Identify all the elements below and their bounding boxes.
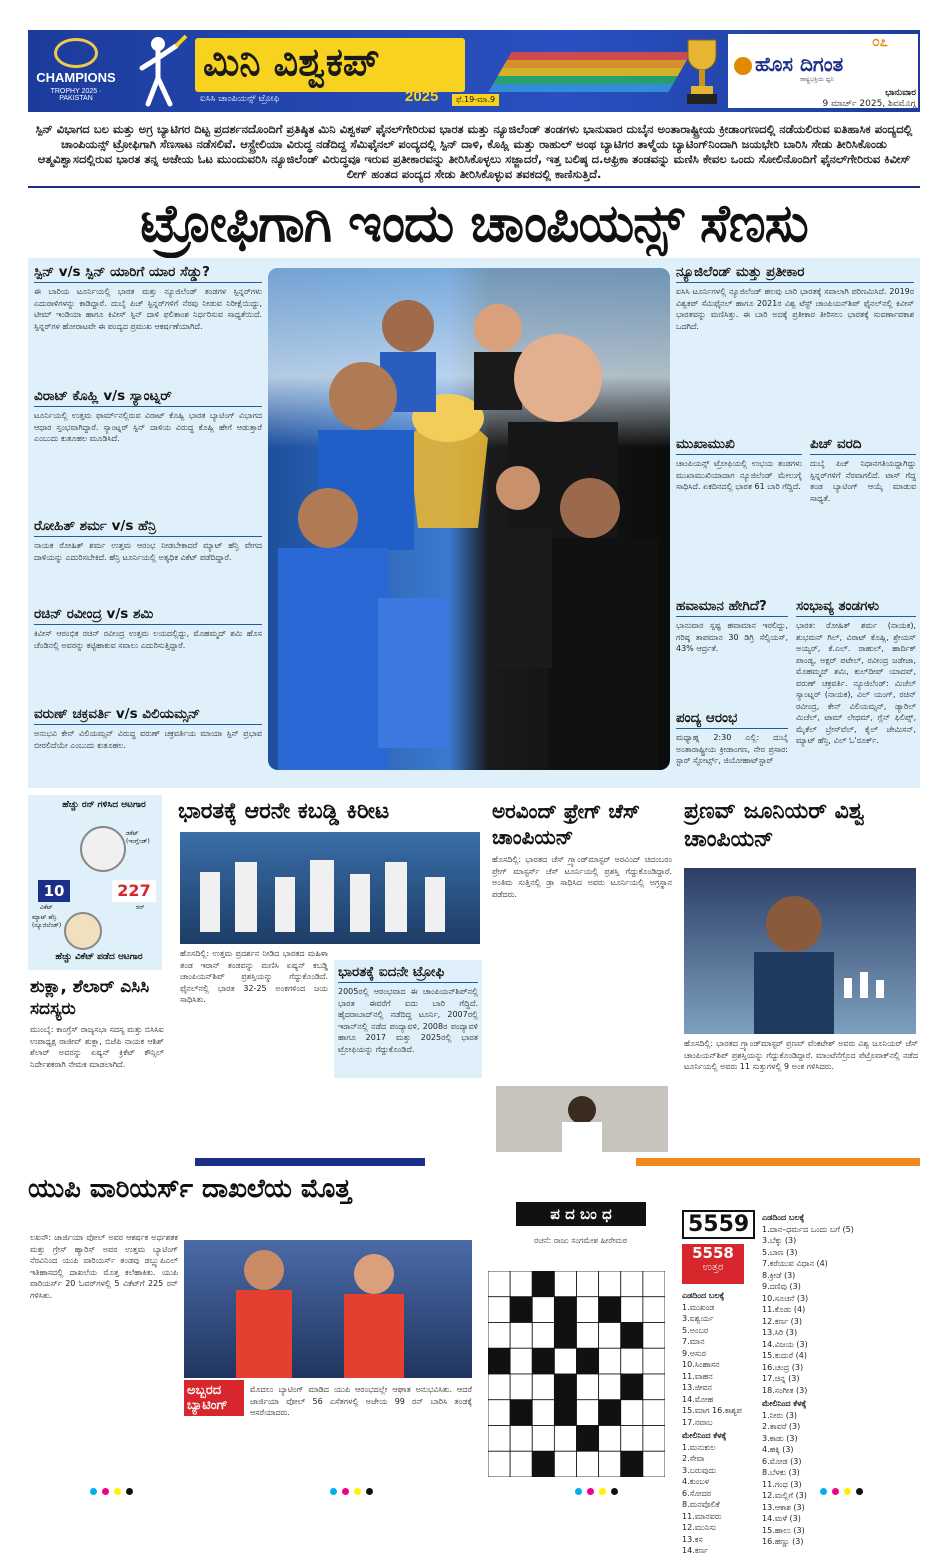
across-clue: 10.ಸಿಂಹಾಸನ <box>682 1360 720 1369</box>
logo-subtext: TROPHY 2025 · PAKISTAN <box>50 88 102 102</box>
down-clue: 8.ಮನವೊಲಿಕೆ <box>682 1500 720 1509</box>
date-place: 9 ಮಾರ್ಚ್‌ 2025, ಶಿವಮೊಗ್ಗ <box>822 99 916 109</box>
across-clue: 1.ದಾನ–ಧರ್ಮದ ಒಂದು ಬಗೆ (5) <box>762 1224 854 1234</box>
story-body: ಐಸಿಸಿ ಟೂರ್ನಿಗಳಲ್ಲಿ ನ್ಯೂಜಿಲೆಂಡ್ ಹಲವು ಬಾರಿ ಭಾರತಕ್ಕೆ ಸವಾಲಾಗಿ ಪರಿಣಮಿಸಿದೆ. 2019ರ ವಿಶ್ವಕಪ್ ಸೆಮಿಫೈನಲ್ ಹಾಗೂ 2021ರ ವಿಶ್ವ ಟೆಸ್ಟ್ ಚಾಂಪಿಯನ್‌ಶಿಪ್ ಫೈನಲ್‌ನಲ್ಲಿ ಕಿವೀಸ್ ಭಾರತವನ್ನು ಮಣಿಸಿತ್ತು. ಈ ಬಾರಿ ಅದಕ್ಕೆ ಪ್ರತೀಕಾರ ತೀರಿಸಲು ಭಾರತಕ್ಕೆ ಸುವರ್ಣಾವಕಾಶ ಒದಗಿದೆ. <box>676 287 914 331</box>
top-wickets-title: ಹೆಚ್ಚು ವಿಕೆಟ್ ಪಡೆದ ಆಟಗಾರ <box>55 952 143 962</box>
crossword-cell[interactable] <box>554 1451 576 1477</box>
story-pitch <box>810 436 916 598</box>
crossword-block <box>599 1400 621 1426</box>
crossword-cell[interactable] <box>577 1374 599 1400</box>
story-body: ಹೊಸದಿಲ್ಲಿ: ಭಾರತದ ಚೆಸ್ ಗ್ರ್ಯಾಂಡ್‌ಮಾಸ್ಟರ್ ಅರವಿಂದ್ ಚಿದಂಬರಂ ಪ್ರೇಗ್ ಮಾಸ್ಟರ್ಸ್ ಚೆಸ್ ಟೂರ್ನಿಯಲ್ಲಿ ಪ್ರಶಸ್ತಿ ಗೆದ್ದುಕೊಂಡಿದ್ದಾರೆ. ಅಂತಿಮ ಸುತ್ತಿನಲ್ಲಿ ಡ್ರಾ ಸಾಧಿಸಿದ ಅವರು ಟೂರ್ನಿಯಲ್ಲಿ ಅಗ್ರಸ್ಥಾನ ಪಡೆದರು. <box>492 855 672 899</box>
story-title: ಹವಾಮಾನ ಹೇಗಿದೆ? <box>676 598 788 617</box>
crossword-cell[interactable] <box>643 1400 665 1426</box>
crossword-block <box>621 1451 643 1477</box>
down-clue: 2.ತಾವರೆ (3) <box>762 1422 801 1431</box>
story-body: ಹೊಸದಿಲ್ಲಿ: ಉತ್ತಮ ಪ್ರದರ್ಶನ ನೀಡಿದ ಭಾರತದ ಮಹಿಳಾ ತಂಡ ಇರಾನ್ ತಂಡವನ್ನು ಮಣಿಸಿ ಏಷ್ಯನ್ ಕಬಡ್ಡಿ ಚಾಂಪಿಯನ್‌ಶಿಪ್ ಪ್ರಶಸ್ತಿಯನ್ನು ಗೆದ್ದುಕೊಂಡಿದೆ. ಫೈನಲ್‌ನಲ್ಲಿ ಭಾರತ 32-25 ಅಂಕಗಳಿಂದ ಜಯ ಸಾಧಿಸಿತು. <box>180 949 328 1004</box>
story-title: ರಚಿನ್ ರವೀಂದ್ರ v/s ಶಮಿ <box>34 606 262 625</box>
story-body: ಈ ಬಾರಿಯ ಟೂರ್ನಿಯಲ್ಲಿ ಭಾರತ ಮತ್ತು ನ್ಯೂಜಿಲೆಂಡ್ ತಂಡಗಳ ಸ್ಪಿನ್ನರ್‌ಗಳು ಎದುರಾಳಿಗಳನ್ನು ಕಾಡಿದ್ದಾರೆ. ದುಬೈ ಪಿಚ್ ಸ್ಪಿನ್ನರ್‌ಗಳಿಗೆ ನೆರವು ನೀಡುವ ನಿರೀಕ್ಷೆಯಿದ್ದು, ಟೀಮ್ ಇಂಡಿಯಾ ಹಾಗೂ ಕಿವೀಸ್ ಸ್ಪಿನ್ ದಾಳಿ ಫಲಿತಾಂಶ ನಿರ್ಧರಿಸುವ ಸಾಧ್ಯತೆಯಿದೆ. ಸ್ಪಿನ್ನರ್‌ಗಳ ಹೋರಾಟವೇ ಈ ಪಂದ್ಯದ ಪ್ರಮುಖ ಆಕರ್ಷಣೆಯಾಗಿದೆ. <box>34 287 262 331</box>
brand-tagline: ರಾಷ್ಟ್ರಭಕ್ತಿಯ ಧ್ವನಿ <box>800 76 835 83</box>
story-body: ಕಿವೀಸ್ ಆರಂಭಿಕ ರಚಿನ್ ರವೀಂದ್ರ ಉತ್ತಮ ಲಯದಲ್ಲಿದ್ದು, ಮೊಹಮ್ಮದ್ ಶಮಿ ಹೊಸ ಚೆಂಡಿನಲ್ಲಿ ಅವರನ್ನು ಕಟ್ಟಿಹಾಕುವ ಸವಾಲು ಎದುರಿಸುತ್ತಿದ್ದಾರೆ. <box>34 629 262 650</box>
down-clue: 4.ಕುಂಬಳ <box>682 1477 710 1486</box>
story-body: ನಾಯಕ ರೋಹಿತ್ ಶರ್ಮ ಉತ್ತಮ ಆರಂಭ ನೀಡಬೇಕಾದರೆ ಮ್ಯಾಟ್ ಹೆನ್ರಿ ವೇಗದ ದಾಳಿಯನ್ನು ಎದುರಿಸಬೇಕಿದೆ. ಹೆನ್ರಿ ಟೂರ್ನಿಯಲ್ಲಿ ಅತ್ಯಧಿಕ ವಿಕೆಟ್ ಪಡೆದಿದ್ದಾರೆ. <box>34 541 262 562</box>
down-clue: 4.ಹಕ್ಕಿ (3) <box>762 1445 794 1454</box>
crossword-cell[interactable] <box>599 1426 621 1452</box>
down-clue: 12.ಮುನಿಸು <box>682 1523 717 1532</box>
story-title: ಸ್ಪಿನ್ v/s ಸ್ಪಿನ್ ಯಾರಿಗೆ ಯಾರ ಸೆಡ್ಡು? <box>34 264 262 283</box>
across-clue: 14.ವಿಜಯ (3) <box>762 1339 808 1349</box>
down-clue: 6.ಮೋಡ (3) <box>762 1456 802 1466</box>
crossword-grid[interactable] <box>488 1271 665 1477</box>
down-clue: 11.ಗಂಧ (3) <box>762 1479 802 1489</box>
crossword-block <box>621 1374 643 1400</box>
crossword-cell[interactable] <box>643 1348 665 1374</box>
across-clue: 14.ಮೋಹ <box>682 1394 714 1404</box>
decorative-stripes <box>488 52 691 92</box>
crossword-cell[interactable] <box>488 1323 510 1349</box>
crossword-cell[interactable] <box>510 1323 532 1349</box>
story-body: ಭಾರತ: ರೋಹಿತ್ ಶರ್ಮ (ನಾಯಕ), ಶುಭಮನ್ ಗಿಲ್, ವಿರಾಟ್ ಕೊಹ್ಲಿ, ಶ್ರೇಯಸ್ ಅಯ್ಯರ್, ಕೆ.ಎಲ್. ರಾಹುಲ್, ಹಾರ್ದಿಕ್ ಪಾಂಡ್ಯ, ಅಕ್ಷರ್ ಪಟೇಲ್, ರವೀಂದ್ರ ಜಡೇಜಾ, ಮೊಹಮ್ಮದ್ ಶಮಿ, ಕುಲ್‌ದೀಪ್ ಯಾದವ್, ವರುಣ್ ಚಕ್ರವರ್ತಿ. ನ್ಯೂಜಿಲೆಂಡ್: ಮಿಚೆಲ್ ಸ್ಯಾಂಟ್ನರ್ (ನಾಯಕ), ವಿಲ್ ಯಂಗ್, ರಚಿನ್ ರವೀಂದ್ರ, ಕೇನ್ ವಿಲಿಯಮ್ಸನ್, ಡ್ಯಾರಿಲ್ ಮಿಚೆಲ್, ಟಾಮ್ ಲೇಥಮ್, ಗ್ಲೆನ್ ಫಿಲಿಪ್ಸ್, ಮೈಕೆಲ್ ಬ್ರೇಸ್‌ವೆಲ್, ಕೈಲ್ ಜೇಮಿಸನ್, ಮ್ಯಾಟ್ ಹೆನ್ರಿ, ವಿಲ್ ಓ'ರೂರ್ಕ್. <box>796 621 916 745</box>
crossword-cell[interactable] <box>532 1297 554 1323</box>
story-match-start <box>676 710 788 788</box>
crossword-cell[interactable] <box>488 1271 510 1297</box>
crossword-cell[interactable] <box>621 1297 643 1323</box>
crossword-block <box>532 1271 554 1297</box>
down-clue: 14.ಮಳೆ (3) <box>762 1514 801 1523</box>
across-clue: 3.ಬೆಕ್ಕು (3) <box>762 1236 797 1245</box>
hero-players-image <box>268 268 670 770</box>
crossword-block <box>532 1348 554 1374</box>
down-clue: 1.ಮನುಕುಲ <box>682 1442 716 1452</box>
crossword-cell[interactable] <box>577 1400 599 1426</box>
across-clue: 18.ಸಂಗೀತ (3) <box>762 1385 808 1395</box>
wickets-count: 10 <box>38 880 70 902</box>
story-title: ವಿರಾಟ್ ಕೊಹ್ಲಿ v/s ಸ್ಯಾಂಟ್ನರ್ <box>34 388 262 407</box>
crossword-cell[interactable] <box>621 1271 643 1297</box>
story-body: ದುಬೈ ಪಿಚ್ ನಿಧಾನಗತಿಯದ್ದಾಗಿದ್ದು ಸ್ಪಿನ್ನರ್‌ಗಳಿಗೆ ನೆರವಾಗಲಿದೆ. ಟಾಸ್ ಗೆದ್ದ ತಂಡ ಬ್ಯಾಟಿಂಗ್ ಆಯ್ಕೆ ಮಾಡುವ ಸಾಧ್ಯತೆ. <box>810 459 916 503</box>
across-clue: 9.ಅಸುರ <box>682 1348 706 1358</box>
divider <box>28 186 920 188</box>
across-clue: 15.ಮಾಗ 16.ಕಾಶ್ಯಪ <box>682 1406 742 1415</box>
story-squads <box>796 598 916 792</box>
across-clue: 3.ಐಶ್ವರ್ಯ <box>682 1314 714 1323</box>
story-kabaddi-fifth <box>334 960 482 1078</box>
across-clue: 13.ಜೀವನ <box>682 1383 712 1392</box>
runs-count: 227 <box>112 880 156 902</box>
wickets-label: ವಿಕೆಟ್ <box>40 904 53 911</box>
crossword-block <box>532 1451 554 1477</box>
print-marks <box>90 1480 133 1499</box>
across-clue: 1.ಮುಖಂಡ <box>682 1302 715 1312</box>
across-clue: 13.ಸಿರಿ (3) <box>762 1328 798 1337</box>
color-bar <box>636 1158 920 1166</box>
story-up-warriors <box>28 1172 478 1206</box>
up-warriors-photo <box>184 1240 472 1378</box>
print-marks <box>330 1480 373 1499</box>
top-wickets-player: ಮ್ಯಾಟ್ ಹೆನ್ರಿ (ನ್ಯೂಜಿಲೆಂಡ್) <box>32 914 62 929</box>
crossword-cell[interactable] <box>599 1271 621 1297</box>
across-clue: 17.ನವಾಬ <box>682 1417 713 1427</box>
page-number: ೦೭ <box>872 34 888 50</box>
crossword-cell[interactable] <box>532 1426 554 1452</box>
story-body: ಭಾನುವಾರ ಸ್ಪಷ್ಟ ಹವಾಮಾನ ಇರಲಿದ್ದು, ಗರಿಷ್ಠ ತಾಪಮಾನ 30 ಡಿಗ್ರಿ ಸೆಲ್ಸಿಯಸ್, 43% ಆರ್ದ್ರತೆ. <box>676 621 788 653</box>
down-clue: 1.ನೀರು (3) <box>762 1410 798 1420</box>
down-clue: 15.ಹಾಲು (3) <box>762 1525 805 1535</box>
crossword-cell[interactable] <box>510 1426 532 1452</box>
crossword-cell[interactable] <box>554 1426 576 1452</box>
crossword-cell[interactable] <box>621 1400 643 1426</box>
story-shukla <box>30 976 164 1144</box>
crossword-block <box>510 1297 532 1323</box>
down-clue: 3.ಬರುವುದು <box>682 1465 717 1475</box>
across-clue: 5.ಅಂಬರ <box>682 1325 709 1335</box>
crossword-cell[interactable] <box>532 1400 554 1426</box>
story-varun <box>34 706 262 788</box>
crossword-cell[interactable] <box>577 1323 599 1349</box>
crossword-block <box>577 1348 599 1374</box>
down-clue: 12.ಮಲ್ಲಿಗೆ (3) <box>762 1491 807 1500</box>
crossword-block <box>621 1323 643 1349</box>
trophy-icon <box>682 34 722 108</box>
crossword-block <box>577 1426 599 1452</box>
story-kohli <box>34 388 262 508</box>
brand-name: ಹೊಸ ದಿಗಂತ <box>755 52 844 76</box>
crossword-cell[interactable] <box>577 1297 599 1323</box>
sun-logo-icon <box>734 57 752 75</box>
across-clue: 10.ಸೂಚನೆ (3) <box>762 1293 809 1303</box>
player-avatar <box>64 912 102 950</box>
logo-text: CHAMPIONS <box>36 70 116 85</box>
story-weather <box>676 598 788 714</box>
crossword-cell[interactable] <box>488 1400 510 1426</box>
crossword-cell[interactable] <box>599 1451 621 1477</box>
story-title: ಪ್ರಣವ್ ಜೂನಿಯರ್ ವಿಶ್ವ ಚಾಂಪಿಯನ್ <box>684 799 865 852</box>
story-title: ನ್ಯೂಜಿಲೆಂಡ್ ಮತ್ತು ಪ್ರತೀಕಾರ <box>676 264 914 283</box>
down-clue: 2.ಸೇವಾ <box>682 1454 705 1463</box>
crossword-cell[interactable] <box>488 1426 510 1452</box>
crossword-cell[interactable] <box>488 1451 510 1477</box>
down-clue: 13.ಕಸ <box>682 1534 703 1544</box>
crossword-cell[interactable] <box>643 1271 665 1297</box>
down-clue: 16.ಹಣ್ಣು (3) <box>762 1537 804 1546</box>
across-clue: 8.ಕ್ರೀಡೆ (3) <box>762 1270 796 1280</box>
story-rohit <box>34 518 262 608</box>
main-headline: ಟ್ರೋಫಿಗಾಗಿ ಇಂದು ಚಾಂಪಿಯನ್ಸ್ ಸೆಣಸು <box>140 194 808 254</box>
crossword-cell[interactable] <box>621 1426 643 1452</box>
story-h2h <box>676 436 802 598</box>
crossword-cell[interactable] <box>621 1348 643 1374</box>
highlight-badge: ಅಬ್ಬರದ ಬ್ಯಾಟಿಂಗ್ <box>184 1380 244 1416</box>
story-title: ಪಂದ್ಯ ಆರಂಭ <box>676 710 788 729</box>
story-body: ಲಖನೌ: ಜಾರ್ಜಿಯಾ ವೋಲ್ ಅವರ ಆಕರ್ಷಕ ಅರ್ಧಶತಕ ಮತ್ತು ಗ್ರೇಸ್ ಹ್ಯಾರಿಸ್ ಅವರ ಉತ್ತಮ ಬ್ಯಾಟಿಂಗ್ ನೆರವಿನಿಂದ ಯುಪಿ ವಾರಿಯರ್ಸ್ ತಂಡವು ಡಬ್ಲ್ಯುಪಿಎಲ್ ಇತಿಹಾಸದಲ್ಲಿ ದಾಖಲೆಯ ಮೊತ್ತ ಕಲೆಹಾಕಿತು. ಯುಪಿ ವಾರಿಯರ್ಸ್ 20 ಓವರ್‌ಗಳಲ್ಲಿ 5 ವಿಕೆಟ್‌ಗೆ 225 ರನ್ ಗಳಿಸಿತು. <box>30 1233 178 1300</box>
across-clue: 15.ಕುದುರೆ (4) <box>762 1351 808 1360</box>
story-pranav <box>684 798 918 854</box>
crossword-cell[interactable] <box>577 1451 599 1477</box>
crossword-cell[interactable] <box>643 1451 665 1477</box>
photo-caption: ಮೊದಲು ಬ್ಯಾಟಿಂಗ್ ಮಾಡಿದ ಯುಪಿ ಆರಂಭದಲ್ಲೇ ಆಘಾತ ಅನುಭವಿಸಿತು. ಆದರೆ ಜಾರ್ಜಿಯಾ ವೋಲ್ 56 ಎಸೆತಗಳಲ್ಲಿ ಅಜೇಯ 99 ರನ್ ಬಾರಿಸಿ ತಂಡಕ್ಕೆ ಆಸರೆಯಾದರು. <box>250 1385 472 1417</box>
previous-number: 5558 <box>692 1244 734 1262</box>
crossword-block <box>554 1297 576 1323</box>
down-clue: 11.ಮಾನವರು <box>682 1511 722 1521</box>
player-avatar <box>80 826 126 872</box>
across-clue: 12.ಕರ್ಣ (3) <box>762 1316 803 1326</box>
champions-trophy-logo <box>36 36 116 106</box>
puzzle-author: ರಚನೆ: ರಾಜು ಸಂಗಮೇಶ ಹೀರೇಮಠ <box>534 1236 627 1245</box>
down-clue: 13.ಆಕಾಶ (3) <box>762 1502 805 1512</box>
across-clue: 16.ಚಂದ್ರ (3) <box>762 1362 804 1372</box>
previous-answer-box <box>682 1244 744 1284</box>
story-body: ಅನುಭವಿ ಕೇನ್ ವಿಲಿಯಮ್ಸನ್ ವಿರುದ್ಧ ವರುಣ್ ಚಕ್ರವರ್ತಿಯ ಮಾಯಾ ಸ್ಪಿನ್ ಪ್ರಭಾವ ಬೀರಲಿದೆಯೇ ಎಂಬುದು ಕುತೂಹಲ. <box>34 729 262 750</box>
down-clue: 14.ಕರ್ಣ <box>682 1546 709 1555</box>
print-marks <box>820 1480 863 1499</box>
kabaddi-photo <box>180 832 480 944</box>
crossword-block <box>554 1374 576 1400</box>
across-clue: 9.ದಣಿವು (3) <box>762 1282 801 1291</box>
day: ಭಾನುವಾರ <box>885 88 916 98</box>
crossword-cell[interactable] <box>532 1323 554 1349</box>
banner-year: 2025 <box>405 88 439 105</box>
crossword-block <box>488 1348 510 1374</box>
across-clue: 7.ಕರೆಯುವ ವಿಧಾನ (4) <box>762 1259 828 1268</box>
story-title: ಸಂಭಾವ್ಯ ತಂಡಗಳು <box>796 598 916 617</box>
crossword-cell[interactable] <box>488 1297 510 1323</box>
across-clue: 11.ವಾಹನ <box>682 1371 713 1381</box>
clues-heading: ಎಡದಿಂದ ಬಲಕ್ಕೆ <box>682 1291 725 1300</box>
down-clue: 8.ಬೆಳಕು (3) <box>762 1468 800 1477</box>
down-clue: 3.ಕಾಡು (3) <box>762 1433 798 1443</box>
story-aravind <box>492 798 672 1068</box>
story-body: ಟೂರ್ನಿಯಲ್ಲಿ ಉತ್ತಮ ಫಾರ್ಮ್‌ನಲ್ಲಿರುವ ವಿರಾಟ್ ಕೊಹ್ಲಿ ಭಾರತ ಬ್ಯಾಟಿಂಗ್ ವಿಭಾಗದ ಆಧಾರ ಸ್ತಂಭವಾಗಿದ್ದಾರೆ. ಸ್ಯಾಂಟ್ನರ್ ಸ್ಪಿನ್ ದಾಳಿಯ ವಿರುದ್ಧ ಕೊಹ್ಲಿ ಹೇಗೆ ಆಡುತ್ತಾರೆ ಎಂಬುದು ಕುತೂಹಲ ಮೂಡಿಸಿದೆ. <box>34 411 262 443</box>
crossword-cell[interactable] <box>599 1374 621 1400</box>
clues-heading: ಮೇಲಿನಿಂದ ಕೆಳಕ್ಕೆ <box>762 1399 807 1408</box>
crossword-cell[interactable] <box>510 1271 532 1297</box>
story-body: ಹೊಸದಿಲ್ಲಿ: ಭಾರತದ ಗ್ರ್ಯಾಂಡ್‌ಮಾಸ್ಟರ್ ಪ್ರಣವ್ ವೆಂಕಟೇಶ್ ಅವರು ವಿಶ್ವ ಜೂನಿಯರ್ ಚೆಸ್ ಚಾಂಪಿಯನ್‌ಶಿಪ್ ಪ್ರಶಸ್ತಿಯನ್ನು ಗೆದ್ದುಕೊಂಡಿದ್ದಾರೆ. ಮಾಂಟೆನೆಗ್ರೊದ ಪೆಟ್ರೊವಾಕ್‌ನಲ್ಲಿ ನಡೆದ ಟೂರ್ನಿಯಲ್ಲಿ ಅವರು 11 ಸುತ್ತುಗಳಲ್ಲಿ 9 ಅಂಕ ಗಳಿಸಿದರು. <box>684 1039 918 1071</box>
story-spin <box>34 264 262 386</box>
crossword-cell[interactable] <box>599 1348 621 1374</box>
puzzle-title: ಪ ದ ಬಂ ಧ <box>516 1202 646 1226</box>
print-marks <box>575 1480 618 1499</box>
across-clue: 7.ಮಾನ <box>682 1337 705 1346</box>
story-body: ಚಾಂಪಿಯನ್ಸ್ ಟ್ರೋಫಿಯಲ್ಲಿ ಉಭಯ ತಂಡಗಳು ಮುಖಾಮುಖಿಯಾದಾಗ ನ್ಯೂಜಿಲೆಂಡ್ ಮೇಲುಗೈ ಸಾಧಿಸಿದೆ. ಏಕದಿನದಲ್ಲಿ ಭಾರತ 61 ಬಾರಿ ಗೆದ್ದಿದೆ. <box>676 459 802 491</box>
story-up-body <box>30 1232 178 1480</box>
story-body: ಮುಂಬೈ: ಕಾಂಗ್ರೆಸ್ ರಾಜ್ಯಸಭಾ ಸದಸ್ಯ ಮತ್ತು ಬಿಸಿಸಿಐ ಉಪಾಧ್ಯಕ್ಷ ರಾಜೀವ್ ಶುಕ್ಲಾ, ಬಿಜೆಪಿ ನಾಯಕ ಆಶಿಶ್ ಶೆಲಾರ್ ಅವರನ್ನು ಏಷ್ಯನ್ ಕ್ರಿಕೆಟ್ ಕೌನ್ಸಿಲ್ ನಿರ್ದೇಶಕರಾಗಿ ನೇಮಕ ಮಾಡಲಾಗಿದೆ. <box>30 1025 164 1069</box>
crossword-cell[interactable] <box>599 1323 621 1349</box>
top-runs-label: ಹೆಚ್ಚು ರನ್ ಗಳಿಸಿದ ಆಟಗಾರ <box>62 800 146 810</box>
pranav-photo <box>684 868 916 1034</box>
banner-subtitle: ಐಸಿಸಿ ಚಾಂಪಿಯನ್ಸ್‌ ಟ್ರೋಫಿ <box>200 94 280 104</box>
across-clue: 11.ಕೊಡು (4) <box>762 1305 806 1314</box>
story-kabaddi-body <box>180 948 328 1150</box>
crossword-block <box>554 1323 576 1349</box>
newspaper-brand <box>734 52 843 76</box>
down-clue: 6.ಸೋದರ <box>682 1488 712 1498</box>
crossword-cell[interactable] <box>554 1271 576 1297</box>
crossword-cell[interactable] <box>488 1374 510 1400</box>
top-runs-player: ಡಕೆಟ್ (ಇಂಗ್ಲೆಂಡ್) <box>126 830 150 845</box>
crossword-cell[interactable] <box>510 1348 532 1374</box>
crossword-cell[interactable] <box>643 1426 665 1452</box>
clues-heading: ಮೇಲಿನಿಂದ ಕೆಳಕ್ಕೆ <box>682 1431 727 1440</box>
crossword-block <box>599 1297 621 1323</box>
crossword-cell[interactable] <box>643 1323 665 1349</box>
story-title: ಪಿಚ್ ವರದಿ <box>810 436 916 455</box>
crossword-cell[interactable] <box>577 1271 599 1297</box>
crossword-block <box>510 1400 532 1426</box>
color-bar <box>195 1158 425 1166</box>
story-kabaddi <box>178 798 482 826</box>
story-title: ಮುಖಾಮುಖಿ <box>676 436 802 455</box>
story-title: ಭಾರತಕ್ಕೆ ಐದನೇ ಟ್ರೋಫಿ <box>338 964 478 983</box>
across-clue: 17.ಚಿನ್ನ (3) <box>762 1374 800 1383</box>
story-title: ಯುಪಿ ವಾರಿಯರ್ಸ್ ದಾಖಲೆಯ ಮೊತ್ತ <box>28 1174 352 1204</box>
batsman-silhouette-icon <box>128 34 188 108</box>
story-rachin <box>34 606 262 698</box>
story-body: ಮಧ್ಯಾಹ್ನ 2:30 ಎಲ್ಲಿ: ದುಬೈ ಅಂತಾರಾಷ್ಟ್ರೀಯ ಕ್ರೀಡಾಂಗಣ, ನೇರ ಪ್ರಸಾರ: ಸ್ಟಾರ್ ಸ್ಪೋರ್ಟ್ಸ್, ಜಿಯೋಹಾಟ್‌ಸ್ಟಾರ್ <box>676 733 788 765</box>
clues-heading: ಎಡದಿಂದ ಬಲಕ್ಕೆ <box>762 1213 805 1222</box>
story-title: ಭಾರತಕ್ಕೆ ಆರನೇ ಕಬಡ್ಡಿ ಕಿರೀಟ <box>178 799 390 824</box>
intro-paragraph: ಸ್ಪಿನ್ ವಿಭಾಗದ ಬಲ ಮತ್ತು ಅಗ್ರ ಬ್ಯಾಟಿಗರ ದಿಟ್ಟ ಪ್ರದರ್ಶನದೊಂದಿಗೆ ಪ್ರತಿಷ್ಠಿತ ಮಿನಿ ವಿಶ್ವಕಪ್ ಫೈನಲ್‌ಗೇರಿರುವ ಭಾರತ ಮತ್ತು ನ್ಯೂಜಿಲೆಂಡ್ ತಂಡಗಳು ಭಾನುವಾರ ದುಬೈನ ಅಂತಾರಾಷ್ಟ್ರೀಯ ಕ್ರೀಡಾಂಗಣದಲ್ಲಿ ನಡೆಯಲಿರುವ ಐತಿಹಾಸಿಕ ಪಂದ್ಯದಲ್ಲಿ ಚಾಂಪಿಯನ್ಸ್ ಟ್ರೋಫಿಗಾಗಿ ಸೆಣಸಾಟ ನಡೆಸಲಿವೆ. ಆಸ್ಟ್ರೇಲಿಯಾ ವಿರುದ್ಧ ನಡೆದಿದ್ದ ಸೆಮಿಫೈನಲ್ ಪಂದ್ಯದಲ್ಲಿ ಸ್ಪಿನ್ ದಾಳಿ, ಕೊಹ್ಲಿ ಮತ್ತು ರಾಹುಲ್ ಅಂಥ ಬ್ಯಾಟಿಗರ ತಾಳ್ಮೆಯ ಬ್ಯಾಟಿಂಗ್‌ನಿಂದಾಗಿ ಜಯಭೇರಿ ಬಾರಿಸಿ ಸೇಡು ತೀರಿಸಿಕೊಂಡು ಆತ್ಮವಿಶ್ವಾಸದಲ್ಲಿರುವ ಭಾರತ ತನ್ನ ಅಜೇಯ ಓಟ ಮುಂದುವರಿಸಿ ನ್ಯೂಜಿಲೆಂಡ್ ವಿರುದ್ಧವೂ ಇರುವ ಪ್ರತೀಕಾರವನ್ನು ತೀರಿಸಿಕೊಳ್ಳಲು ಸಜ್ಜಾದರೆ, ಇತ್ತ ಬಲಿಷ್ಠ ದ.ಆಫ್ರಿಕಾ ತಂಡವನ್ನು ಮಣಿಸಿ ಕೇವಲ ಒಂದು ಸೋಲಿನೊಂದಿಗೆ ಫೈನಲ್‌ಗೇರಿರುವ ಕಿವೀಸ್ ಲೀಗ್ ಹಂತದ ಪಂದ್ಯದ ಸೇಡು ತೀರಿಸಿಕೊಳ್ಳುವ ತವಕದಲ್ಲಿ ಕಾಣಿಸುತ್ತಿದೆ. <box>35 122 913 181</box>
story-title: ಶುಕ್ಲಾ, ಶೆಲಾರ್ ಎಸಿಸಿ ಸದಸ್ಯರು <box>30 977 150 1019</box>
story-title: ವರುಣ್ ಚಕ್ರವರ್ತಿ v/s ವಿಲಿಯಮ್ಸನ್ <box>34 706 262 725</box>
clues-left <box>682 1290 764 1557</box>
story-pranav-body <box>684 1038 918 1150</box>
crossword-cell[interactable] <box>643 1297 665 1323</box>
story-body: 2005ರಲ್ಲಿ ಆರಂಭವಾದ ಈ ಚಾಂಪಿಯನ್‌ಶಿಪ್‌ನಲ್ಲಿ ಭಾರತ ಈವರೆಗೆ ಐದು ಬಾರಿ ಗೆದ್ದಿದೆ. ಹೈದರಾಬಾದ್‌ನಲ್ಲಿ ನಡೆದಿದ್ದ ಟೂರ್ನಿ, 2007ರಲ್ಲಿ ಇರಾನ್‌ನಲ್ಲಿ ನಡೆದ ಪಂದ್ಯಾವಳಿ, 2008ರ ಪಂದ್ಯಾವಳಿ ಹಾಗೂ 2017 ಮತ್ತು 2025ರಲ್ಲಿ ಭಾರತ ಟ್ರೋಫಿಯನ್ನು ಗೆದ್ದುಕೊಂಡಿದೆ. <box>338 987 478 1054</box>
crossword-cell[interactable] <box>510 1451 532 1477</box>
story-title: ರೋಹಿತ್ ಶರ್ಮ v/s ಹೆನ್ರಿ <box>34 518 262 537</box>
across-clue: 5.ಬಾಣ (3) <box>762 1247 798 1257</box>
story-title: ಅರವಿಂದ್ ಫ್ರೇಗ್ ಚೆಸ್ ಚಾಂಪಿಯನ್ <box>492 799 640 849</box>
banner-dates: ಫೆ.19-ಮಾ.9 <box>452 94 499 106</box>
chess-player-photo <box>496 1086 668 1152</box>
banner-title: ಮಿನಿ ವಿಶ್ವಕಪ್ <box>195 38 465 92</box>
crossword-cell[interactable] <box>532 1374 554 1400</box>
crossword-cell[interactable] <box>643 1374 665 1400</box>
story-nz-revenge <box>676 264 914 420</box>
puzzle-number: 5559 <box>682 1210 755 1239</box>
crossword-cell[interactable] <box>554 1348 576 1374</box>
answer-label: ಉತ್ತರ <box>702 1262 724 1273</box>
crossword-block <box>554 1400 576 1426</box>
crossword-cell[interactable] <box>510 1374 532 1400</box>
runs-unit: ರನ್ <box>136 904 145 911</box>
